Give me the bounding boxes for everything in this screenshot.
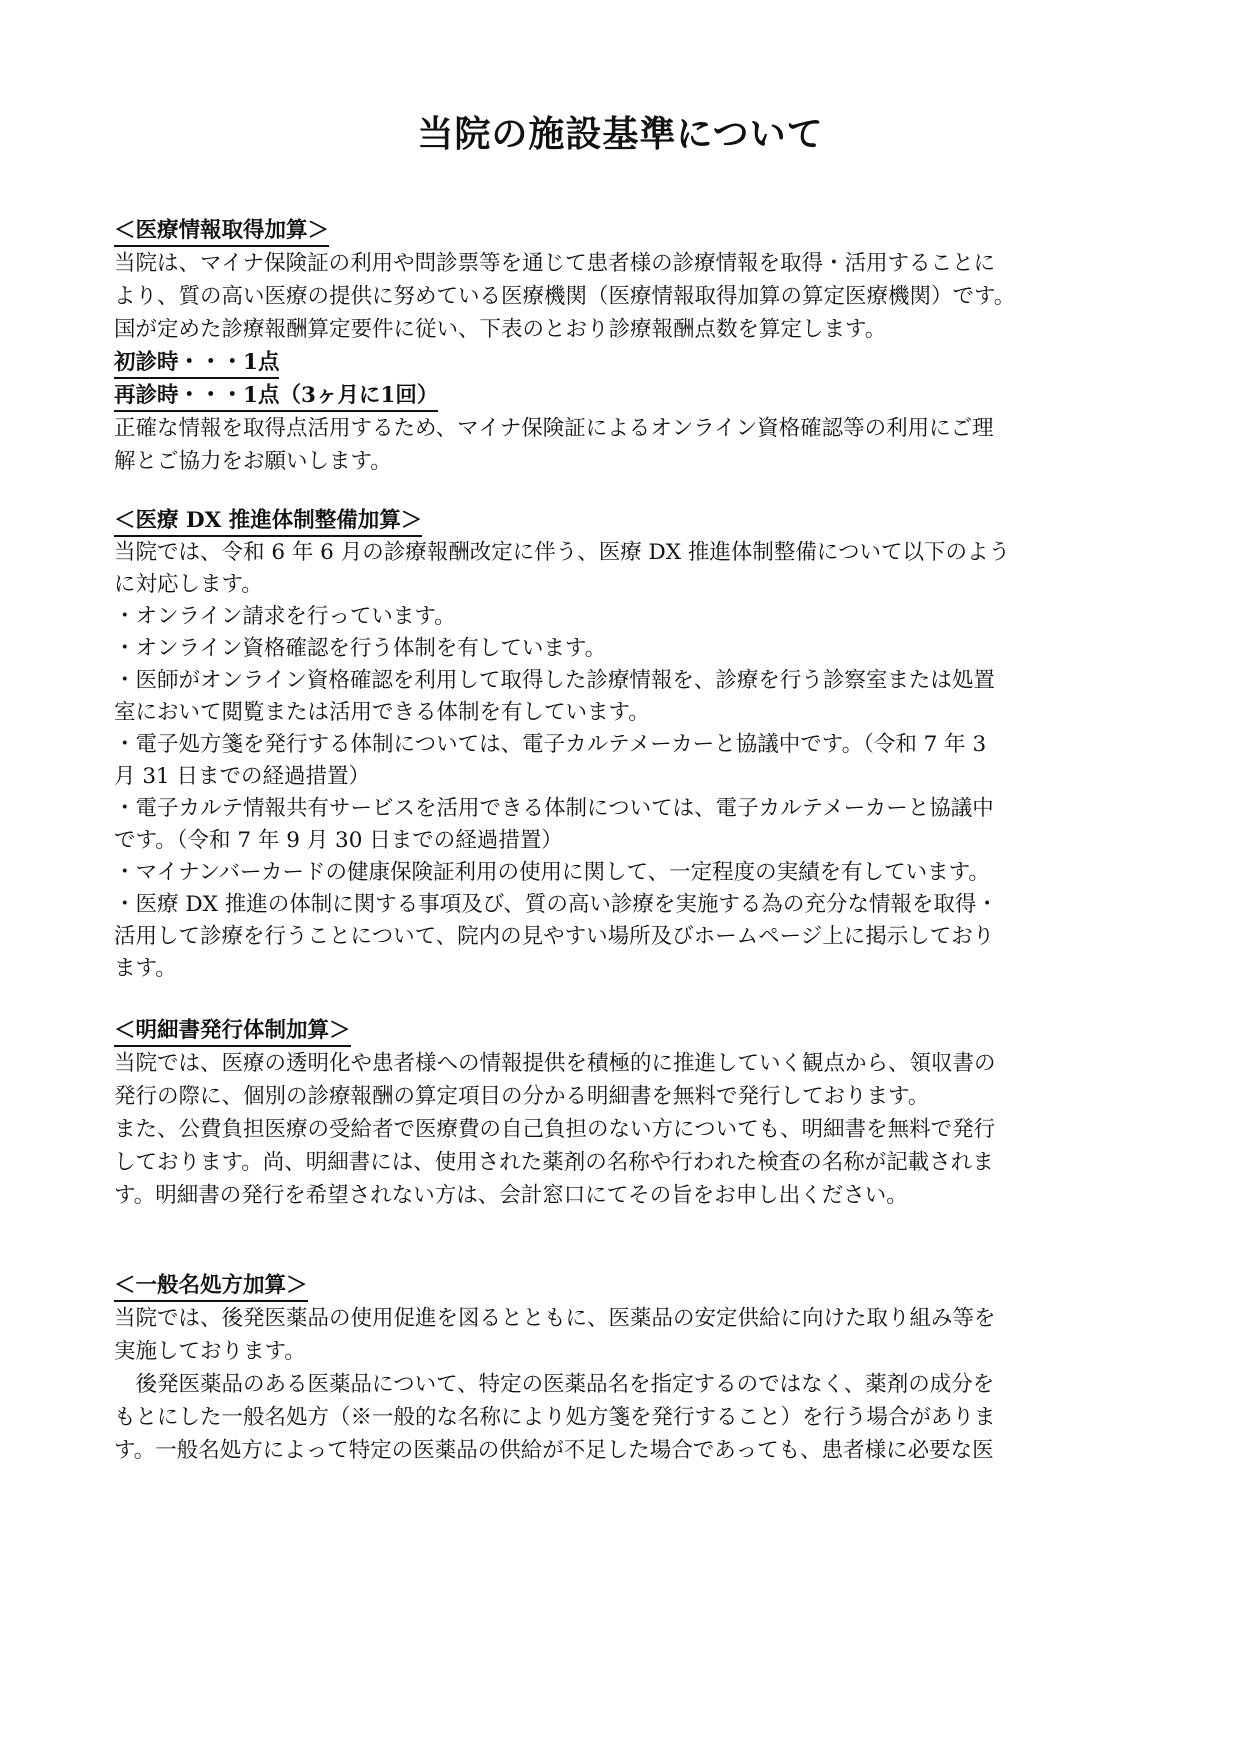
paragraph-line: 当院では、医療の透明化や患者様への情報提供を積極的に推進していく観点から、領収書の xyxy=(114,1051,996,1076)
paragraph-line: 発行の際に、個別の診療報酬の算定項目の分かる明細書を無料で発行しております。 xyxy=(114,1084,930,1109)
section-generic-prescription xyxy=(114,1269,1134,1467)
paragraph-line: 後発医薬品のある医薬品について、特定の医薬品名を指定するのではなく、薬剤の成分を xyxy=(114,1372,995,1397)
page-title: 当院の施設基準について xyxy=(417,113,824,155)
paragraph-line: す。明細書の発行を希望されない方は、会計窓口にてその旨をお申し出ください。 xyxy=(114,1183,908,1208)
list-item: ・オンライン請求を行っています。 xyxy=(114,604,456,629)
paragraph-line: より、質の高い医療の提供に努めている医療機関（医療情報取得加算の算定医療機関）です。 xyxy=(114,284,1016,309)
section-medical-dx xyxy=(114,505,1134,985)
paragraph-line: もとにした一般名処方（※一般的な名称により処方箋を発行すること）を行う場合がありま xyxy=(114,1405,996,1430)
paragraph-line: す。一般名処方によって特定の医薬品の供給が不足した場合であっても、患者様に必要な医 xyxy=(114,1438,994,1463)
section-heading: ＜一般名処方加算＞ xyxy=(114,1272,308,1302)
paragraph-line: 国が定めた診療報酬算定要件に従い、下表のとおり診療報酬点数を算定します。 xyxy=(114,317,887,342)
paragraph-line: 当院は、マイナ保険証の利用や問診票等を通じて患者様の診療情報を取得・活用することに xyxy=(114,251,996,276)
section-heading: ＜医療 DX 推進体制整備加算＞ xyxy=(114,507,422,537)
paragraph-line: 実施しております。 xyxy=(114,1339,306,1364)
paragraph-line: 解とご協力をお願いします。 xyxy=(114,449,392,474)
list-item: ・医療 DX 推進の体制に関する事項及び、質の高い診療を実施する為の充分な情報を取得・ xyxy=(114,892,998,917)
paragraph-line: 正確な情報を取得点活用するため、マイナ保険証によるオンライン資格確認等の利用にご理 xyxy=(114,416,994,441)
list-item: 室において閲覧または活用できる体制を有しています。 xyxy=(114,700,650,725)
section-heading: ＜医療情報取得加算＞ xyxy=(114,217,329,247)
list-item: ます。 xyxy=(114,956,177,981)
paragraph-line: しております。尚、明細書には、使用された薬剤の名称や行われた検査の名称が記載されま xyxy=(114,1150,994,1175)
list-item: ・オンライン資格確認を行う体制を有しています。 xyxy=(114,636,607,661)
paragraph-line: 当院では、令和 6 年 6 月の診療報酬改定に伴う、医療 DX 推進体制整備について以下のよう xyxy=(114,540,1010,565)
section-medical-info-acquisition xyxy=(114,214,1134,478)
list-item: ・医師がオンライン資格確認を利用して取得した診療情報を、診療を行う診察室または処置 xyxy=(114,668,995,693)
section-heading: ＜明細書発行体制加算＞ xyxy=(114,1017,351,1047)
list-item: 活用して診療を行うことについて、院内の見やすい場所及びホームページ上に掲示しており xyxy=(114,924,995,949)
list-item: ・電子処方箋を発行する体制については、電子カルテメーカーと協議中です。（令和 7 年 3 xyxy=(114,732,987,757)
point-initial-visit: 初診時・・・1点 xyxy=(114,349,279,379)
point-return-visit: 再診時・・・1点（3ヶ月に1回） xyxy=(114,382,438,412)
list-item: ・マイナンバーカードの健康保険証利用の使用に関して、一定程度の実績を有しています。 xyxy=(114,860,990,885)
paragraph-line: また、公費負担医療の受給者で医療費の自己負担のない方についても、明細書を無料で発行 xyxy=(114,1117,996,1142)
section-itemized-statement xyxy=(114,1014,1134,1212)
list-item: ・電子カルテ情報共有サービスを活用できる体制については、電子カルテメーカーと協議中 xyxy=(114,796,994,821)
list-item: です。（令和 7 年 9 月 30 日までの経過措置） xyxy=(114,828,563,853)
paragraph-line: 当院では、後発医薬品の使用促進を図るとともに、医薬品の安定供給に向けた取り組み等を xyxy=(114,1306,996,1331)
paragraph-line: に対応します。 xyxy=(114,572,263,597)
list-item: 月 31 日までの経過措置） xyxy=(114,764,371,789)
